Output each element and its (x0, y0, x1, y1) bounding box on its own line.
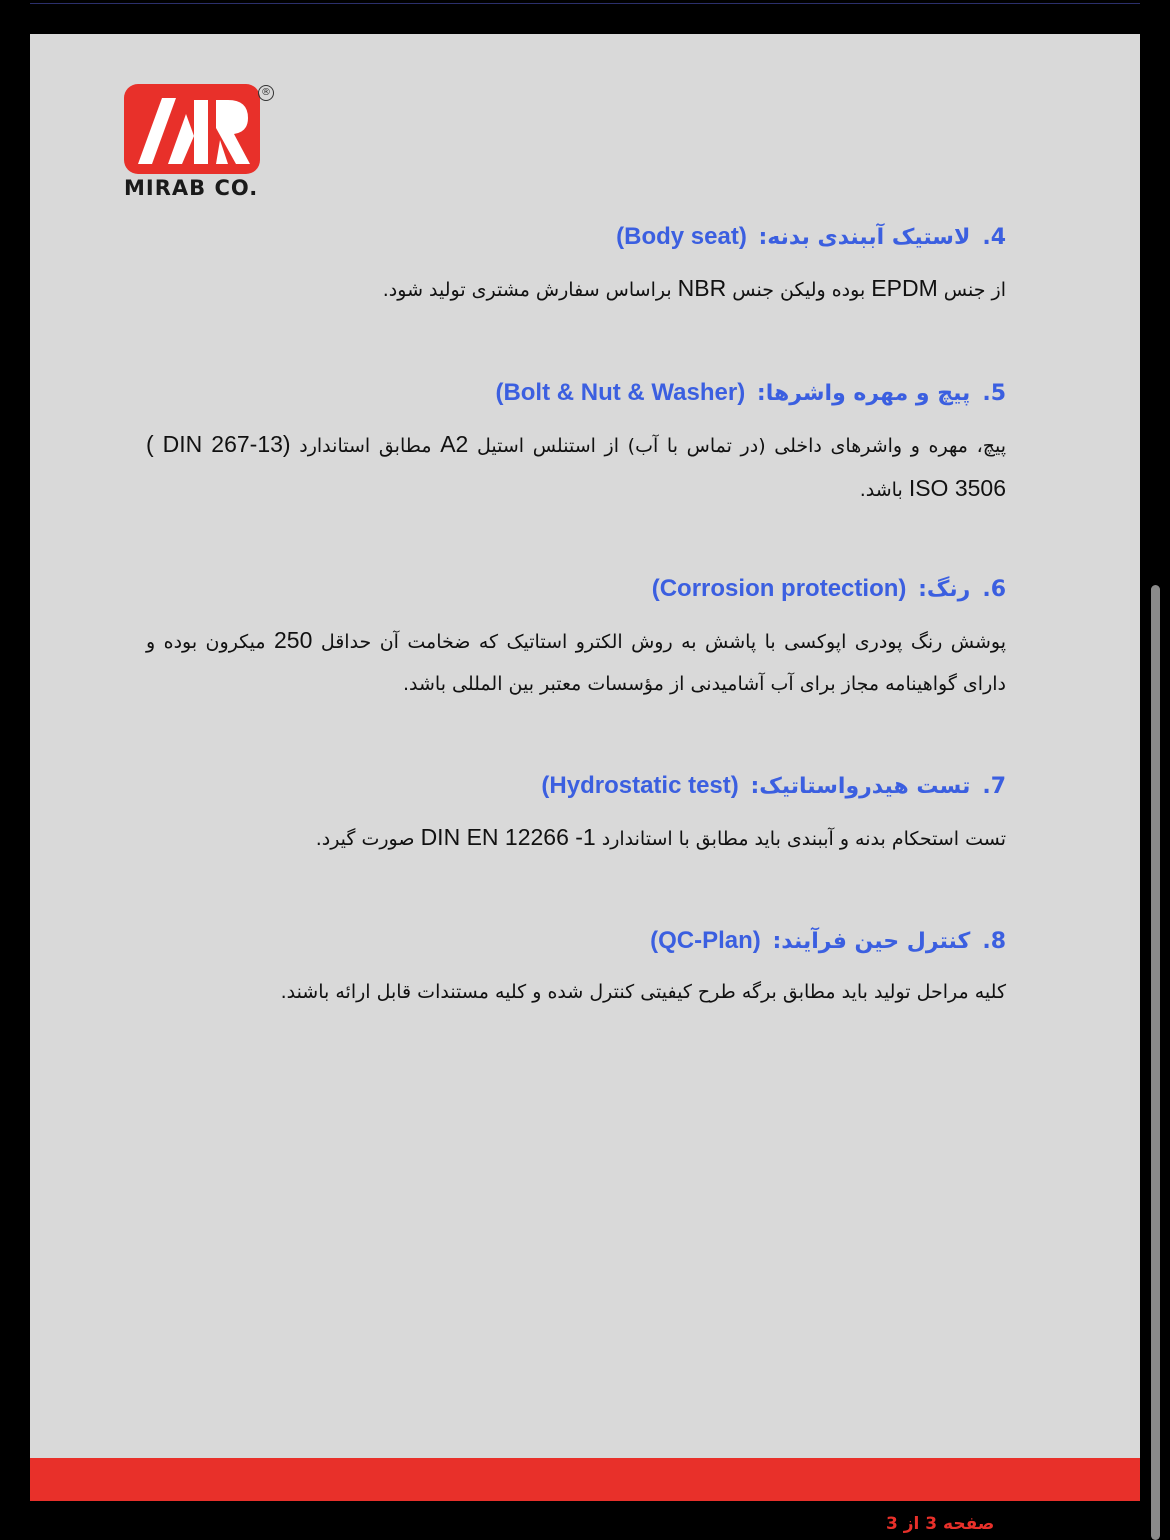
section-heading: 7.تست هیدرواستاتیک: (Hydrostatic test) (541, 772, 1006, 799)
section-title-fa: کنترل حین فرآیند (781, 929, 971, 954)
section-body-seat (146, 222, 1006, 311)
section-body: از جنس EPDM بوده ولیکن جنس NBR براساس سفارش مشتری تولید شود. (382, 275, 1006, 301)
thickness-value: 250 (274, 627, 313, 653)
section-title-fa: پیچ و مهره واشرها (765, 381, 971, 406)
viewer-top-divider (30, 3, 1140, 4)
material-term: EPDM (871, 275, 938, 301)
page-number-label: صفحه 3 از 3 (886, 1514, 995, 1534)
registered-mark: ® (258, 85, 274, 101)
company-logo (124, 84, 284, 204)
standard-term: (DIN 267-13 ) ISO 3506 (146, 431, 1006, 501)
section-number: 7. (982, 774, 1006, 799)
section-title-en: (QC-Plan) (650, 927, 761, 954)
section-number: 6. (982, 577, 1006, 602)
section-body: پیچ، مهره و واشرهای داخلی (در تماس با آب) از استنلس استیل A2 مطابق استاندارد (DIN 267-13 ) ISO 3506 باشد. (146, 431, 1007, 501)
section-title-en: (Corrosion protection) (651, 575, 907, 602)
section-corrosion-protection (146, 574, 1006, 705)
section-heading: 8.کنترل حین فرآیند: (QC-Plan) (650, 927, 1006, 954)
section-number: 5. (982, 381, 1006, 406)
section-heading: 4.لاستیک آببندی بدنه: (Body seat) (616, 223, 1006, 250)
section-title-en: (Bolt & Nut & Washer) (495, 379, 746, 406)
section-title-en: (Hydrostatic test) (541, 772, 739, 799)
footer-red-bar (30, 1458, 1140, 1501)
section-title-fa: تست هیدرواستاتیک (759, 774, 971, 799)
standard-term: DIN EN 12266 -1 (420, 824, 596, 850)
vertical-scrollbar[interactable] (1151, 585, 1160, 1540)
section-heading: 6.رنگ: (Corrosion protection) (651, 575, 1006, 602)
document-page (30, 34, 1140, 1501)
section-body: پوشش رنگ پودری اپوکسی با پاشش به روش الکترو استاتیک که ضخامت آن حداقل 250 میکرون بوده و دارای گواهینامه مجاز برای آب آشامیدنی از مؤسسات معتبر بین المللی باشد. (146, 627, 1006, 695)
section-number: 8. (982, 929, 1006, 954)
section-hydrostatic-test (146, 771, 1006, 860)
section-heading: 5.پیچ و مهره واشرها: (Bolt & Nut & Washer) (495, 379, 1006, 406)
section-body: تست استحکام بدنه و آببندی باید مطابق با استاندارد DIN EN 12266 -1 صورت گیرد. (315, 824, 1006, 850)
section-body: کلیه مراحل تولید باید مطابق برگه طرح کیفیتی کنترل شده و کلیه مستندات قابل ارائه باشند. (280, 981, 1006, 1003)
section-qc-plan (146, 926, 1006, 1013)
section-title-en: (Body seat) (616, 223, 747, 250)
section-title-fa: لاستیک آببندی بدنه (767, 225, 971, 250)
logo-wordmark: MIRAB CO. (124, 176, 259, 200)
material-term: NBR (677, 275, 727, 301)
section-number: 4. (982, 225, 1006, 250)
mirab-logo-icon (124, 84, 260, 174)
material-term: A2 (440, 431, 469, 457)
section-bolt-nut-washer (146, 378, 1006, 511)
section-title-fa: رنگ (926, 577, 971, 602)
